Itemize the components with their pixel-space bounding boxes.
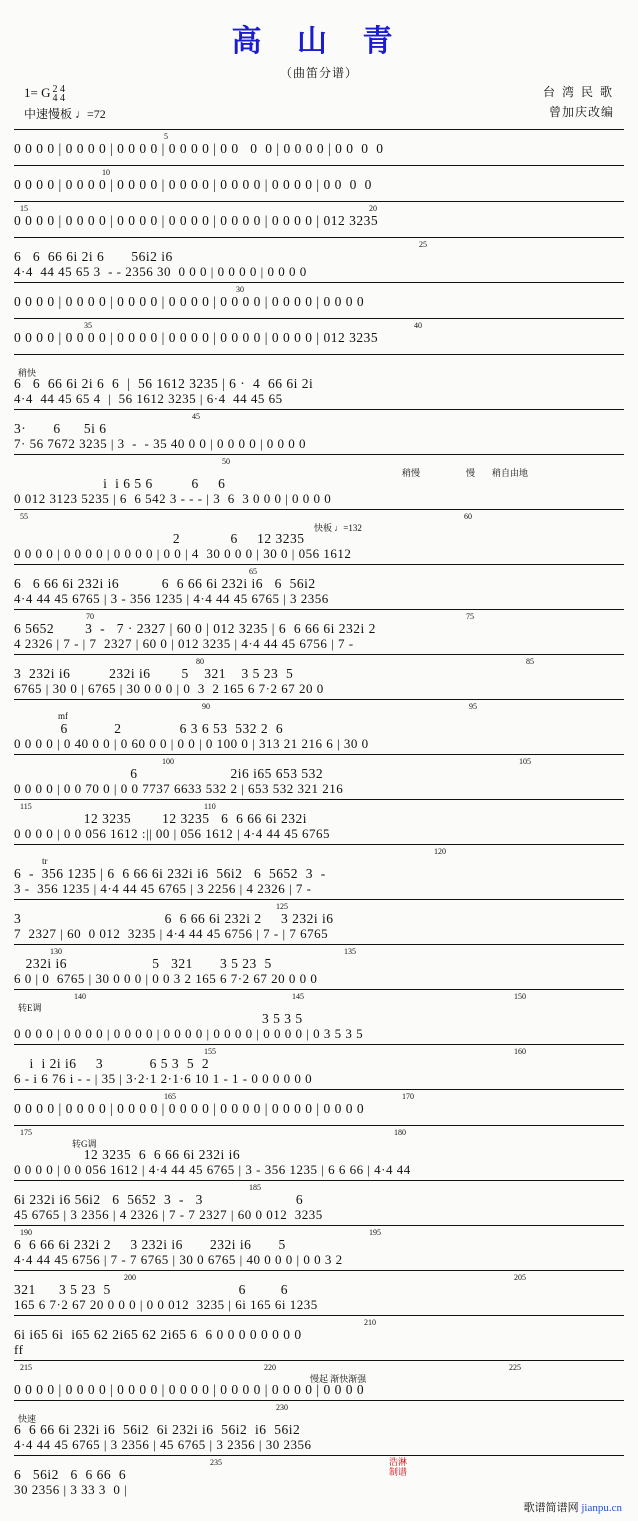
- expression-mark: 转E调: [18, 1003, 42, 1013]
- notation-line: 3· 6 5i 6: [14, 421, 107, 436]
- bar-number: 40: [414, 321, 422, 330]
- bar-number: 205: [514, 1273, 526, 1282]
- expression-mark: mf: [58, 711, 68, 721]
- arranger-name: 曾加庆改编: [548, 105, 614, 119]
- notation-line: 3 232i i6 232i i6 5 321 3 5 23 5: [14, 666, 294, 681]
- music-system: [14, 754, 624, 796]
- notation-line: i i 6 5 6 6 6: [14, 476, 226, 491]
- music-system: [14, 1225, 624, 1267]
- bar-number-row: [14, 357, 624, 366]
- bar-number: 125: [276, 902, 288, 911]
- bar-number: 190: [20, 1228, 32, 1237]
- bar-number: 70: [86, 612, 94, 621]
- notation-line: 4·4 44 45 6765 | 3 2356 | 45 6765 | 3 2356 | 30 2356: [14, 1437, 312, 1452]
- music-system: [14, 799, 624, 841]
- notation-line: 165 6 7·2 67 20 0 0 0 | 0 0 012 3235 | 6i 165 6i 1235: [14, 1297, 318, 1312]
- notation-line: 0 0 0 0 | 0 0 0 0 | 0 0 0 0 | 0 0 0 0 | 0 0 0 0 | 0 0 0 0 | 0 0 0 0: [14, 1382, 365, 1397]
- expression-mark-row: [14, 856, 624, 866]
- music-system: [14, 1455, 624, 1497]
- bar-number: 20: [369, 204, 377, 213]
- bar-number: 75: [466, 612, 474, 621]
- page-subtitle: （曲笛分谱）: [279, 66, 358, 80]
- bar-number: 50: [222, 457, 230, 466]
- music-system: [14, 564, 624, 606]
- bar-number-row: [14, 702, 624, 711]
- notation-line: 0 0 0 0 | 0 0 0 0 | 0 0 0 0 | 0 0 0 0 | 0 0 0 0 | 0 0 0 0 | 0 0 0 0: [14, 294, 365, 309]
- bar-number: 155: [204, 1047, 216, 1056]
- notation-line: 2 6 12 3235: [14, 531, 305, 546]
- music-system: [14, 282, 624, 315]
- footer-site-url: jianpu.cn: [581, 1502, 622, 1514]
- bar-number-row: [14, 802, 624, 811]
- notation-line: 232i i6 5 321 3 5 23 5: [14, 956, 272, 971]
- bar-number: 140: [74, 992, 86, 1001]
- notation-line: 0 012 3123 5235 | 6 6 542 3 - - - | 3 6 3 0 0 0 | 0 0 0 0: [14, 491, 332, 506]
- notation-line: 3 5 3 5: [14, 1011, 303, 1026]
- notation-line: 6 0 | 0 6765 | 30 0 0 0 | 0 0 3 2 165 6 7·2 67 20 0 0 0: [14, 971, 318, 986]
- bar-number: 185: [249, 1183, 261, 1192]
- time-signature-bottom: 4 4: [52, 93, 65, 105]
- notation-line: 3 - 356 1235 | 4·4 44 45 6765 | 3 2256 | 4 2326 | 7 -: [14, 881, 312, 896]
- bar-number-row: [14, 168, 624, 177]
- notation-line: 4·4 44 45 6765 | 3 - 356 1235 | 4·4 44 45 6765 | 3 2356: [14, 591, 329, 606]
- bar-number-row: [14, 992, 624, 1001]
- notation-line: 0 0 0 0 | 0 0 0 0 | 0 0 0 0 | 0 0 0 0 | 0 0 0 0 | 0 0 0 0 | 0 0 0 0: [14, 1101, 365, 1116]
- bar-number-row: [14, 902, 624, 911]
- music-system: [14, 454, 624, 506]
- bar-number: 35: [84, 321, 92, 330]
- bar-number: 165: [164, 1092, 176, 1101]
- expression-mark: 慢起 渐快渐强: [310, 1374, 367, 1384]
- notation-line: 0 0 0 0 | 0 0 0 0 | 0 0 0 0 | 0 0 0 0 | 0 0 0 0 | 0 0 0 0 | 0 0 0 0: [14, 177, 372, 192]
- tempo-marking: [24, 105, 106, 122]
- bar-number-row: [14, 567, 624, 576]
- bar-number-row: [14, 757, 624, 766]
- music-system: [14, 944, 624, 986]
- notation-line: 6 6 66 6i 2i 6 56i2 i6: [14, 249, 173, 264]
- bar-number: 180: [394, 1128, 406, 1137]
- notation-line: 7 2327 | 60 0 012 3235 | 4·4 44 45 6756 | 7 - | 7 6765: [14, 926, 329, 941]
- bar-number: 10: [102, 168, 110, 177]
- notation-line: 6 - i 6 76 i - - | 35 | 3·2·1 2·1·6 10 1 - 1 - 0 0 0 0 0 0: [14, 1071, 313, 1086]
- music-system: [14, 844, 624, 896]
- bar-number-row: [14, 1092, 624, 1101]
- time-signature-top: 2 4: [52, 84, 65, 96]
- music-systems: [14, 129, 624, 1497]
- music-system: [14, 165, 624, 198]
- bar-number-row: [14, 1128, 624, 1137]
- notation-line: 6 2 6 3 6 53 532 2 6: [14, 721, 284, 736]
- bar-number: 175: [20, 1128, 32, 1137]
- music-system: [14, 1180, 624, 1222]
- bar-number-row: [14, 512, 624, 521]
- notation-line: 4·4 44 45 65 3 - - 2356 30 0 0 0 | 0 0 0 0 | 0 0 0 0: [14, 264, 307, 279]
- bar-number: 90: [202, 702, 210, 711]
- bar-number: 215: [20, 1363, 32, 1372]
- expression-mark: 快速: [18, 1414, 37, 1424]
- footer-site-name: 歌谱简谱网: [523, 1502, 579, 1514]
- bar-number-row: [14, 204, 624, 213]
- music-system: [14, 1125, 624, 1177]
- expression-mark: 快板 ♩=132: [314, 523, 362, 533]
- tempo-label: 中速慢板: [24, 107, 73, 121]
- page-title: 高 山 青: [231, 25, 407, 58]
- notation-line: 12 3235 12 3235 6 6 66 6i 232i: [14, 811, 308, 826]
- notation-line: 6 6 66 6i 232i 2 3 232i i6 232i i6 5: [14, 1237, 286, 1252]
- expression-mark-row: [14, 466, 624, 476]
- bar-number: 55: [20, 512, 28, 521]
- expression-mark: tr: [42, 856, 48, 866]
- bar-number: 145: [292, 992, 304, 1001]
- bar-number: 95: [469, 702, 477, 711]
- seal-line-1: 浩淋: [389, 1457, 408, 1467]
- notation-line: 30 2356 | 3 33 3 0 |: [14, 1482, 128, 1497]
- bar-number-row: [14, 612, 624, 621]
- bar-number: 100: [162, 757, 174, 766]
- bar-number-row: [14, 1403, 624, 1412]
- bar-number-row: [14, 132, 624, 141]
- bar-number-row: [14, 457, 624, 466]
- music-system: [14, 1089, 624, 1122]
- expression-mark-row: [14, 711, 624, 721]
- expression-mark-row: [14, 1001, 624, 1011]
- key-label: 1= G: [24, 85, 51, 100]
- notation-line: 6 6 66 6i 2i 6 6 | 56 1612 3235 | 6 · 4 66 6i 2i: [14, 376, 314, 391]
- seal-line-2: 制谱: [389, 1467, 408, 1477]
- bar-number-row: [14, 657, 624, 666]
- expression-mark-row: [14, 521, 624, 531]
- notation-line: 0 0 0 0 | 0 40 0 0 | 0 60 0 0 | 0 0 | 0 100 0 | 313 21 216 6 | 30 0: [14, 736, 369, 751]
- notation-line: 0 0 0 0 | 0 0 0 0 | 0 0 0 0 | 0 0 | 4 30 0 0 0 | 30 0 | 056 1612: [14, 546, 352, 561]
- notation-line: 4 2326 | 7 - | 7 2327 | 60 0 | 012 3235 | 4·4 44 45 6756 | 7 -: [14, 636, 354, 651]
- notation-line: 7· 56 7672 3235 | 3 - - 35 40 0 0 | 0 0 0 0 | 0 0 0 0: [14, 436, 307, 451]
- bar-number: 150: [514, 992, 526, 1001]
- notation-line: 321 3 5 23 5 6 6: [14, 1282, 288, 1297]
- bar-number: 30: [236, 285, 244, 294]
- bar-number-row: [14, 1047, 624, 1056]
- bar-number: 235: [210, 1458, 222, 1467]
- notation-line: 6i i65 6i i65 62 2i65 62 2i65 6 6 0 0 0 0 0 0 0 0: [14, 1327, 302, 1342]
- expression-mark: 稍慢: [402, 468, 421, 478]
- bar-number: 130: [50, 947, 62, 956]
- bar-number: 105: [519, 757, 531, 766]
- notation-line: 45 6765 | 3 2356 | 4 2326 | 7 - 7 2327 | 60 0 012 3235: [14, 1207, 323, 1222]
- music-system: [14, 989, 624, 1041]
- key-signature: [24, 85, 65, 103]
- notation-line: 4·4 44 45 65 4 | 56 1612 3235 | 6·4 44 45 65: [14, 391, 283, 406]
- composer-region: 台 湾 民 歌: [542, 85, 614, 99]
- bar-number-row: [14, 1228, 624, 1237]
- bar-number: 220: [264, 1363, 276, 1372]
- bar-number-row: [14, 1458, 624, 1467]
- notation-line: 6 5652 3 - 7 · 2327 | 60 0 | 012 3235 | 6 6 66 6i 232i 2: [14, 621, 376, 636]
- bar-number: 230: [276, 1403, 288, 1412]
- seal-stamp: [389, 1457, 407, 1477]
- score-metadata: [0, 83, 638, 129]
- bar-number: 120: [434, 847, 446, 856]
- bar-number-row: [14, 1318, 624, 1327]
- bar-number-row: [14, 285, 624, 294]
- bar-number-row: [14, 412, 624, 421]
- notation-line: 0 0 0 0 | 0 0 056 1612 :|| 00 | 056 1612 | 4·4 44 45 6765: [14, 826, 330, 841]
- notation-line: 12 3235 6 6 66 6i 232i i6: [14, 1147, 241, 1162]
- music-system: [14, 1315, 624, 1357]
- music-system: [14, 354, 624, 406]
- bar-number: 15: [20, 204, 28, 213]
- music-system: [14, 1360, 624, 1397]
- notation-line: i i 2i i6 3 6 5 3 5 2: [14, 1056, 210, 1071]
- music-system: [14, 899, 624, 941]
- footer-credit: [524, 1499, 622, 1515]
- bar-number-row: [14, 947, 624, 956]
- music-system: [14, 654, 624, 696]
- expression-mark-row: [14, 1412, 624, 1422]
- notation-line: 0 0 0 0 | 0 0 0 0 | 0 0 0 0 | 0 0 0 0 | 0 0 0 0 | 0 0 0 0 | 012 3235: [14, 213, 379, 228]
- notation-line: 0 0 0 0 | 0 0 70 0 | 0 0 7737 6633 532 2 | 653 532 321 216: [14, 781, 344, 796]
- notation-line: 6 6 66 6i 232i i6 56i2 6i 232i i6 56i2 i6 56i2: [14, 1422, 301, 1437]
- music-system: [14, 1400, 624, 1452]
- bar-number: 80: [196, 657, 204, 666]
- music-system: [14, 1044, 624, 1086]
- notation-line: 6 2i6 i65 653 532: [14, 766, 324, 781]
- expression-mark: 稍自由地: [492, 468, 529, 478]
- notation-line: 6 56i2 6 6 66 6: [14, 1467, 127, 1482]
- bar-number: 5: [164, 132, 168, 141]
- bar-number-row: [14, 321, 624, 330]
- bar-number: 225: [509, 1363, 521, 1372]
- music-system: [14, 609, 624, 651]
- music-system: [14, 318, 624, 351]
- bar-number-row: [14, 847, 624, 856]
- bar-number: 85: [526, 657, 534, 666]
- tempo-value: ♩=72: [75, 107, 106, 121]
- bar-number: 45: [192, 412, 200, 421]
- bar-number: 200: [124, 1273, 136, 1282]
- bar-number: 170: [402, 1092, 414, 1101]
- expression-mark-row: [14, 1372, 624, 1382]
- bar-number: 135: [344, 947, 356, 956]
- music-system: [14, 409, 624, 451]
- notation-line: 0 0 0 0 | 0 0 0 0 | 0 0 0 0 | 0 0 0 0 | 0 0 0 0 | 0 0 0 0 | 0 3 5 3 5: [14, 1026, 364, 1041]
- notation-line: ff: [14, 1342, 24, 1357]
- expression-mark: 转G调: [72, 1139, 97, 1149]
- bar-number-row: [14, 240, 624, 249]
- expression-mark-row: [14, 1137, 624, 1147]
- bar-number: 210: [364, 1318, 376, 1327]
- expression-mark-row: [14, 366, 624, 376]
- music-system: [14, 1270, 624, 1312]
- expression-mark: 慢: [466, 468, 476, 478]
- notation-line: 6 6 66 6i 232i i6 6 6 66 6i 232i i6 6 56i2: [14, 576, 316, 591]
- notation-line: 0 0 0 0 | 0 0 0 0 | 0 0 0 0 | 0 0 0 0 | 0 0 0 0 | 0 0 0 0 | 012 3235: [14, 330, 379, 345]
- bar-number: 60: [464, 512, 472, 521]
- bar-number: 25: [419, 240, 427, 249]
- notation-line: 0 0 0 0 | 0 0 0 0 | 0 0 0 0 | 0 0 0 0 | 0 0 0 0 | 0 0 0 0 | 0 0 0 0: [14, 141, 384, 156]
- bar-number: 195: [369, 1228, 381, 1237]
- expression-mark: 稍快: [18, 368, 37, 378]
- notation-line: 6i 232i i6 56i2 6 5652 3 - 3 6: [14, 1192, 304, 1207]
- bar-number: 115: [20, 802, 32, 811]
- bar-number: 65: [249, 567, 257, 576]
- notation-line: 4·4 44 45 6756 | 7 - 7 6765 | 30 0 6765 | 40 0 0 0 | 0 0 3 2: [14, 1252, 343, 1267]
- notation-line: 6 - 356 1235 | 6 6 66 6i 232i i6 56i2 6 5652 3 -: [14, 866, 326, 881]
- bar-number-row: [14, 1183, 624, 1192]
- music-system: [14, 129, 624, 162]
- bar-number: 110: [204, 802, 216, 811]
- notation-line: 3 6 6 66 6i 232i 2 3 232i i6: [14, 911, 334, 926]
- bar-number-row: [14, 1273, 624, 1282]
- music-system: [14, 201, 624, 234]
- bar-number: 160: [514, 1047, 526, 1056]
- music-system: [14, 509, 624, 561]
- music-system: [14, 237, 624, 279]
- music-system: [14, 699, 624, 751]
- notation-line: 0 0 0 0 | 0 0 056 1612 | 4·4 44 45 6765 | 3 - 356 1235 | 6 6 66 | 4·4 44: [14, 1162, 411, 1177]
- bar-number-row: [14, 1363, 624, 1372]
- notation-line: 6765 | 30 0 | 6765 | 30 0 0 0 | 0 3 2 165 6 7·2 67 20 0: [14, 681, 324, 696]
